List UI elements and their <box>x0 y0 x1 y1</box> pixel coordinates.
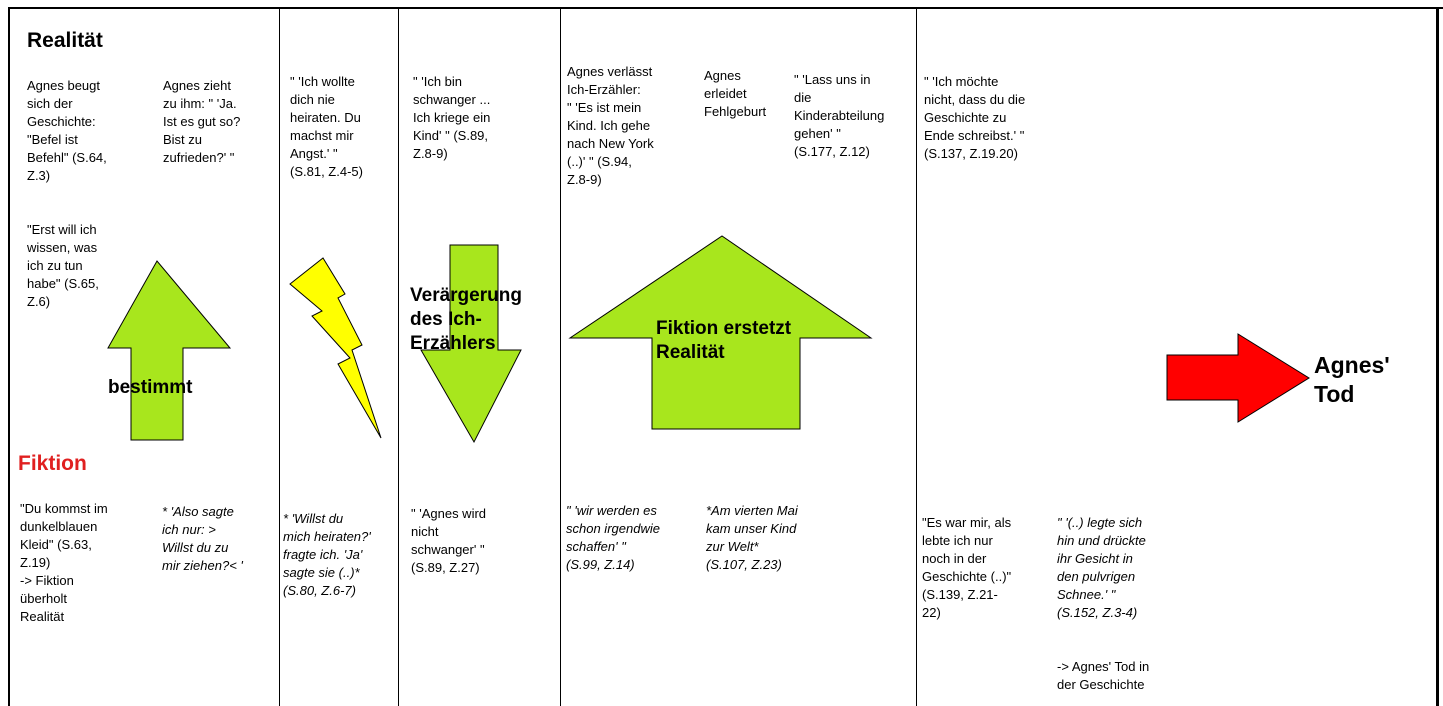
fiction-col1-a: "Du kommst im dunkelblauen Kleid" (S.63, Z.19) -> Fiktion überholt Realität <box>20 501 108 624</box>
fiction-col3: " 'Agnes wird nicht schwanger' " (S.89, Z.27) <box>411 506 487 575</box>
reality-col4-b: Agnes erleidet Fehlgeburt <box>704 68 767 119</box>
reality-col2: " 'Ich wollte dich nie heiraten. Du machst mir Angst.' " (S.81, Z.4-5) <box>290 74 363 179</box>
label-veraergerung: Verärgerung des Ich- Erzählers <box>410 285 522 354</box>
label-bestimmt: bestimmt <box>108 377 193 398</box>
fiction-col5-a: "Es war mir, als lebte ich nur noch in der Geschichte (..)" (S.139, Z.21- 22) <box>922 515 1012 620</box>
heading-fiktion: Fiktion <box>18 452 87 475</box>
fiction-col1-b: * 'Also sagte ich nur: > Willst du zu mir ziehen?< ' <box>162 504 243 573</box>
fiction-col4-b: *Am vierten Mai kam unser Kind zur Welt* (S.107, Z.23) <box>706 503 798 572</box>
label-agnes-tod: Agnes' Tod <box>1314 352 1390 407</box>
reality-col5: " 'Ich möchte nicht, dass du die Geschichte zu Ende schreibst.' " (S.137, Z.19.20) <box>924 74 1026 161</box>
reality-col4-a: Agnes verlässt Ich-Erzähler: " 'Es ist mein Kind. Ich gehe nach New York (..)' " (S.94, Z.8-9) <box>567 64 654 187</box>
fiction-col5-b: " '(..) legte sich hin und drückte ihr Gesicht in den pulvrigen Schnee.' " (S.152, Z.3-4) <box>1057 515 1146 620</box>
reality-col3: " 'Ich bin schwanger ... Ich kriege ein Kind' " (S.89, Z.8-9) <box>413 74 491 161</box>
right-arrow-agnes-tod <box>1167 334 1309 422</box>
lightning-bolt <box>290 258 381 438</box>
fiction-col4-a: " 'wir werden es schon irgendwie schaffen' " (S.99, Z.14) <box>566 503 660 572</box>
fiction-col5-c: -> Agnes' Tod in der Geschichte <box>1057 659 1150 692</box>
reality-col4-c: " 'Lass uns in die Kinderabteilung gehen' " (S.177, Z.12) <box>794 72 885 159</box>
reality-col1-b: "Erst will ich wissen, was ich zu tun habe" (S.65, Z.6) <box>27 222 99 309</box>
fiction-col2: * 'Willst du mich heiraten?' fragte ich. 'Ja' sagte sie (..)* (S.80, Z.6-7) <box>283 511 371 598</box>
label-fiktion-ersetzt: Fiktion erstetzt Realität <box>656 318 792 363</box>
up-arrow-bestimmt <box>108 261 230 440</box>
reality-col1-a: Agnes beugt sich der Geschichte: "Befel ist Befehl" (S.64, Z.3) <box>27 78 107 183</box>
reality-col1-c: Agnes zieht zu ihm: " 'Ja. Ist es gut so? Bist zu zufrieden?' " <box>163 78 241 165</box>
heading-realitaet: Realität <box>27 29 103 52</box>
